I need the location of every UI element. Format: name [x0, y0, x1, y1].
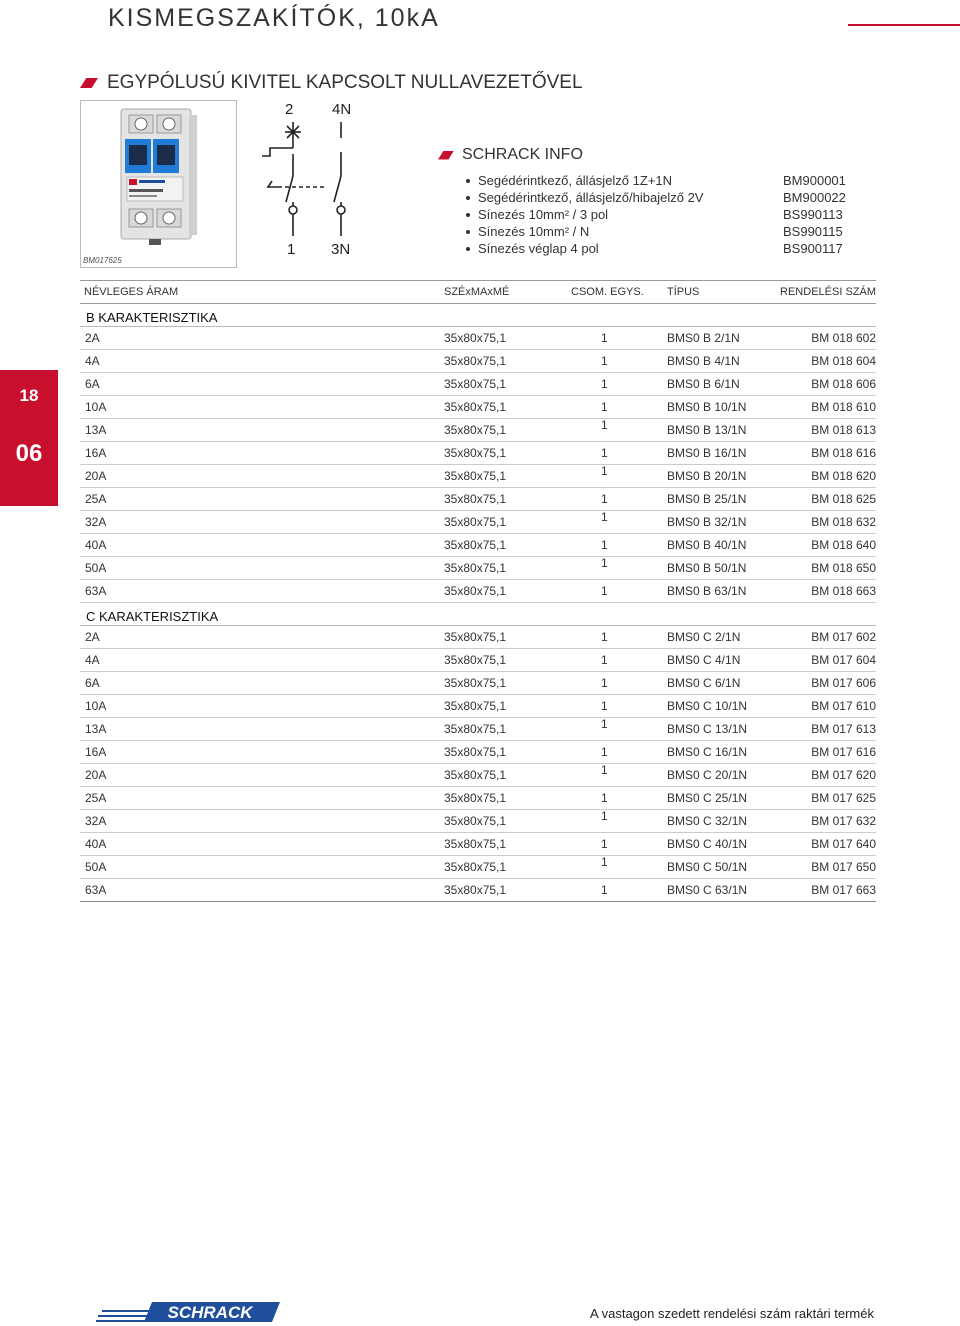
cell-pack-unit: 1	[601, 354, 608, 368]
cell-type: BMS0 B 25/1N	[667, 492, 747, 506]
cell-order-number: BM 018 610	[811, 400, 876, 414]
cell-type: BMS0 B 63/1N	[667, 584, 747, 598]
cell-dimensions: 35x80x75,1	[444, 354, 507, 368]
table-row	[80, 557, 876, 580]
cell-rated-current: 6A	[85, 676, 100, 690]
cell-order-number: BM 017 606	[811, 676, 876, 690]
table-row	[80, 718, 876, 741]
table-row	[80, 373, 876, 396]
table-row	[80, 350, 876, 373]
cell-dimensions: 35x80x75,1	[444, 883, 507, 897]
cell-order-number: BM 017 610	[811, 699, 876, 713]
product-image	[80, 100, 237, 268]
cell-type: BMS0 C 63/1N	[667, 883, 748, 897]
cell-rated-current: 6A	[85, 377, 100, 391]
cell-dimensions: 35x80x75,1	[444, 768, 507, 782]
table-row	[80, 879, 876, 902]
header-rated-current: NÉVLEGES ÁRAM	[84, 286, 179, 298]
table-row	[80, 534, 876, 557]
cell-dimensions: 35x80x75,1	[444, 400, 507, 414]
info-item-code: BS900117	[783, 241, 843, 256]
table-row	[80, 488, 876, 511]
cell-dimensions: 35x80x75,1	[444, 492, 507, 506]
cell-type: BMS0 C 25/1N	[667, 791, 748, 805]
cell-order-number: BM 018 602	[811, 331, 876, 345]
cell-type: BMS0 C 13/1N	[667, 722, 748, 736]
info-item	[438, 224, 878, 241]
section-subtitle	[80, 72, 583, 94]
table-row	[80, 327, 876, 350]
info-item-label: Segédérintkező, állásjelző/hibajelző 2V	[478, 190, 704, 205]
cell-rated-current: 16A	[85, 446, 107, 460]
circuit-breaker-illustration	[81, 101, 236, 267]
cell-order-number: BM 017 613	[811, 722, 876, 736]
schematic-diagram	[250, 96, 370, 266]
cell-type: BMS0 C 4/1N	[667, 653, 741, 667]
cell-pack-unit: 1	[601, 556, 608, 570]
cell-pack-unit: 1	[601, 653, 608, 667]
cell-type: BMS0 B 40/1N	[667, 538, 747, 552]
cell-rated-current: 4A	[85, 354, 100, 368]
cell-type: BMS0 B 16/1N	[667, 446, 747, 460]
cell-pack-unit: 1	[601, 377, 608, 391]
footer-note: A vastagon szedett rendelési szám raktári termék	[590, 1306, 874, 1321]
schrack-logo	[96, 1300, 280, 1324]
section-heading	[80, 304, 876, 327]
cell-pack-unit: 1	[601, 699, 608, 713]
logo-text: SCHRACK	[167, 1303, 253, 1322]
section-heading	[80, 603, 876, 626]
info-item-label: Sínezés 10mm² / N	[478, 224, 590, 239]
cell-rated-current: 63A	[85, 584, 107, 598]
cell-type: BMS0 B 20/1N	[667, 469, 747, 483]
cell-rated-current: 2A	[85, 331, 100, 345]
info-item	[438, 241, 878, 258]
cell-dimensions: 35x80x75,1	[444, 538, 507, 552]
cell-type: BMS0 C 20/1N	[667, 768, 748, 782]
wiring-schematic	[250, 96, 370, 266]
info-item-label: Sínezés véglap 4 pol	[478, 241, 599, 256]
table-row	[80, 419, 876, 442]
red-bullet-icon	[438, 151, 454, 160]
cell-pack-unit: 1	[601, 809, 608, 823]
cell-order-number: BM 017 602	[811, 630, 876, 644]
cell-order-number: BM 017 616	[811, 745, 876, 759]
cell-rated-current: 63A	[85, 883, 107, 897]
cell-order-number: BM 017 604	[811, 653, 876, 667]
cell-rated-current: 10A	[85, 699, 107, 713]
cell-pack-unit: 1	[601, 418, 608, 432]
cell-order-number: BM 017 663	[811, 883, 876, 897]
cell-pack-unit: 1	[601, 791, 608, 805]
cell-type: BMS0 B 10/1N	[667, 400, 747, 414]
cell-rated-current: 20A	[85, 768, 107, 782]
cell-order-number: BM 018 650	[811, 561, 876, 575]
info-item	[438, 207, 878, 224]
cell-dimensions: 35x80x75,1	[444, 860, 507, 874]
info-item-code: BM900022	[783, 190, 846, 205]
cell-order-number: BM 018 632	[811, 515, 876, 529]
cell-type: BMS0 B 4/1N	[667, 354, 740, 368]
table-row	[80, 787, 876, 810]
cell-type: BMS0 C 50/1N	[667, 860, 748, 874]
cell-dimensions: 35x80x75,1	[444, 814, 507, 828]
cell-rated-current: 32A	[85, 515, 107, 529]
cell-dimensions: 35x80x75,1	[444, 630, 507, 644]
chapter-tab	[0, 370, 58, 506]
table-row	[80, 764, 876, 787]
cell-order-number: BM 018 613	[811, 423, 876, 437]
cell-type: BMS0 B 50/1N	[667, 561, 747, 575]
cell-type: BMS0 B 2/1N	[667, 331, 740, 345]
cell-dimensions: 35x80x75,1	[444, 584, 507, 598]
cell-pack-unit: 1	[601, 492, 608, 506]
cell-pack-unit: 1	[601, 400, 608, 414]
subtitle-text: EGYPÓLUSÚ KIVITEL KAPCSOLT NULLAVEZETŐVEL	[107, 72, 583, 93]
cell-pack-unit: 1	[601, 584, 608, 598]
cell-rated-current: 13A	[85, 722, 107, 736]
table-row	[80, 741, 876, 764]
cell-dimensions: 35x80x75,1	[444, 515, 507, 529]
cell-type: BMS0 B 32/1N	[667, 515, 747, 529]
cell-dimensions: 35x80x75,1	[444, 469, 507, 483]
cell-order-number: BM 017 625	[811, 791, 876, 805]
cell-rated-current: 13A	[85, 423, 107, 437]
table-row	[80, 649, 876, 672]
title-accent-line	[848, 24, 960, 26]
info-item	[438, 190, 878, 207]
cell-rated-current: 20A	[85, 469, 107, 483]
cell-rated-current: 10A	[85, 400, 107, 414]
cell-dimensions: 35x80x75,1	[444, 377, 507, 391]
cell-pack-unit: 1	[601, 676, 608, 690]
cell-rated-current: 40A	[85, 538, 107, 552]
cell-rated-current: 50A	[85, 561, 107, 575]
bullet-dot-icon	[466, 247, 470, 251]
cell-dimensions: 35x80x75,1	[444, 837, 507, 851]
cell-pack-unit: 1	[601, 331, 608, 345]
cell-rated-current: 16A	[85, 745, 107, 759]
cell-rated-current: 40A	[85, 837, 107, 851]
table-row	[80, 465, 876, 488]
cell-order-number: BM 017 620	[811, 768, 876, 782]
cell-dimensions: 35x80x75,1	[444, 561, 507, 575]
info-item-code: BS990115	[783, 224, 843, 239]
terminal-4n-label: 4N	[332, 101, 352, 118]
cell-type: BMS0 C 6/1N	[667, 676, 741, 690]
table-header	[80, 280, 876, 304]
table-row	[80, 626, 876, 649]
info-title	[438, 146, 878, 164]
cell-rated-current: 25A	[85, 492, 107, 506]
page-title: KISMEGSZAKÍTÓK, 10kA	[108, 4, 440, 32]
cell-dimensions: 35x80x75,1	[444, 653, 507, 667]
info-item	[438, 173, 878, 190]
table-row	[80, 810, 876, 833]
cell-type: BMS0 C 2/1N	[667, 630, 741, 644]
cell-rated-current: 2A	[85, 630, 100, 644]
header-type: TÍPUS	[667, 286, 700, 298]
table-row	[80, 672, 876, 695]
section-title: B KARAKTERISZTIKA	[86, 310, 218, 325]
bullet-dot-icon	[466, 179, 470, 183]
cell-rated-current: 32A	[85, 814, 107, 828]
cell-pack-unit: 1	[601, 446, 608, 460]
product-table	[80, 280, 876, 902]
info-item-code: BS990113	[783, 207, 843, 222]
cell-rated-current: 4A	[85, 653, 100, 667]
table-row	[80, 396, 876, 419]
cell-order-number: BM 018 606	[811, 377, 876, 391]
cell-pack-unit: 1	[601, 837, 608, 851]
cell-dimensions: 35x80x75,1	[444, 722, 507, 736]
cell-order-number: BM 017 640	[811, 837, 876, 851]
header-order-number: RENDELÉSI SZÁM	[780, 286, 876, 298]
info-item-label: Sínezés 10mm² / 3 pol	[478, 207, 609, 222]
cell-order-number: BM 018 616	[811, 446, 876, 460]
cell-order-number: BM 018 620	[811, 469, 876, 483]
cell-order-number: BM 018 640	[811, 538, 876, 552]
terminal-1-label: 1	[287, 241, 296, 258]
cell-type: BMS0 C 16/1N	[667, 745, 748, 759]
schrack-info	[438, 146, 878, 258]
table-row	[80, 856, 876, 879]
table-body	[80, 304, 876, 902]
cell-type: BMS0 C 10/1N	[667, 699, 748, 713]
cell-order-number: BM 018 663	[811, 584, 876, 598]
bullet-dot-icon	[466, 230, 470, 234]
table-row	[80, 511, 876, 534]
cell-dimensions: 35x80x75,1	[444, 791, 507, 805]
cell-dimensions: 35x80x75,1	[444, 676, 507, 690]
header-dimensions: SZÉxMAxMÉ	[444, 286, 510, 298]
header-pack-unit: CSOM. EGYS.	[571, 286, 644, 298]
cell-pack-unit: 1	[601, 464, 608, 478]
cell-order-number: BM 018 604	[811, 354, 876, 368]
table-row	[80, 580, 876, 603]
terminal-2-label: 2	[285, 101, 294, 118]
cell-rated-current: 25A	[85, 791, 107, 805]
info-item-label: Segédérintkező, állásjelző 1Z+1N	[478, 173, 673, 188]
cell-pack-unit: 1	[601, 538, 608, 552]
cell-dimensions: 35x80x75,1	[444, 446, 507, 460]
cell-type: BMS0 B 13/1N	[667, 423, 747, 437]
cell-type: BMS0 C 32/1N	[667, 814, 748, 828]
bullet-dot-icon	[466, 196, 470, 200]
red-bullet-icon	[80, 78, 98, 88]
cell-pack-unit: 1	[601, 855, 608, 869]
cell-pack-unit: 1	[601, 717, 608, 731]
image-code: BM017625	[83, 256, 122, 265]
info-item-code: BM900001	[783, 173, 846, 188]
cell-type: BMS0 C 40/1N	[667, 837, 748, 851]
subchapter-number: 06	[15, 440, 43, 467]
info-title-text: SCHRACK INFO	[462, 146, 583, 163]
table-row	[80, 833, 876, 856]
cell-dimensions: 35x80x75,1	[444, 331, 507, 345]
cell-pack-unit: 1	[601, 883, 608, 897]
cell-dimensions: 35x80x75,1	[444, 745, 507, 759]
chapter-number: 18	[19, 386, 39, 405]
table-row	[80, 695, 876, 718]
cell-type: BMS0 B 6/1N	[667, 377, 740, 391]
table-row	[80, 442, 876, 465]
bullet-dot-icon	[466, 213, 470, 217]
cell-pack-unit: 1	[601, 630, 608, 644]
cell-pack-unit: 1	[601, 510, 608, 524]
cell-order-number: BM 017 632	[811, 814, 876, 828]
terminal-3n-label: 3N	[331, 241, 351, 258]
cell-dimensions: 35x80x75,1	[444, 423, 507, 437]
cell-pack-unit: 1	[601, 745, 608, 759]
cell-rated-current: 50A	[85, 860, 107, 874]
cell-order-number: BM 017 650	[811, 860, 876, 874]
cell-order-number: BM 018 625	[811, 492, 876, 506]
cell-dimensions: 35x80x75,1	[444, 699, 507, 713]
cell-pack-unit: 1	[601, 763, 608, 777]
section-title: C KARAKTERISZTIKA	[86, 609, 219, 624]
